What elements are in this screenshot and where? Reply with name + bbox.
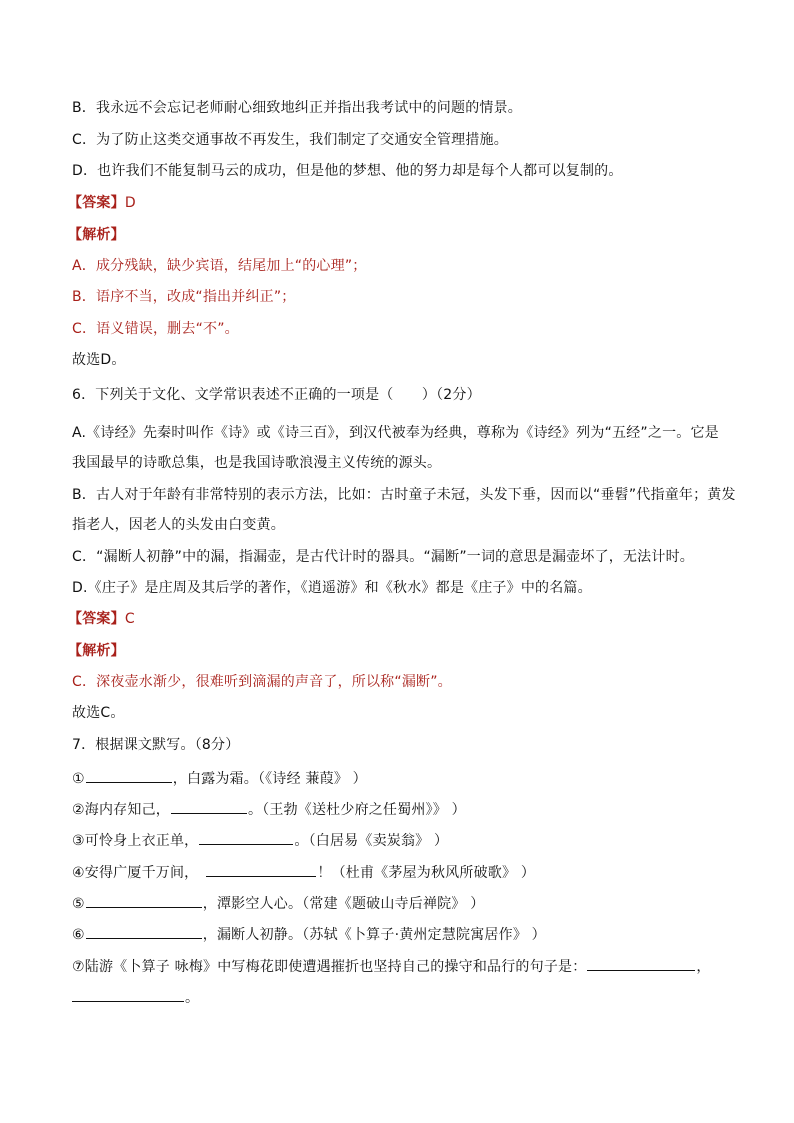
q6-stem: 6．下列关于文化、文学常识表述不正确的一项是（ ）（2分） xyxy=(72,387,481,403)
q5-analysis-c: C．语义错误，删去“不”。 xyxy=(72,321,239,337)
answer-blank[interactable] xyxy=(72,986,184,1002)
q5-conclusion: 故选D。 xyxy=(72,352,126,368)
answer-value: C xyxy=(124,611,135,627)
q7-item-4 xyxy=(72,861,732,883)
item-text-before: 安得广厦千万间， xyxy=(84,865,199,881)
q5-analysis-a: A．成分残缺，缺少宾语，结尾加上“的心理”； xyxy=(72,258,367,274)
answer-blank[interactable] xyxy=(587,955,695,971)
item-number: ⑥ xyxy=(72,927,85,943)
answer-blank[interactable] xyxy=(86,767,172,783)
item-text-before: 陆游《卜算子 咏梅》中写梅花即使遭遇摧折也坚持自己的操守和品行的句子是： xyxy=(84,959,587,975)
item-text-after: ！（杜甫《茅屋为秋风所破歌》 ） xyxy=(317,865,536,881)
answer-label: 【答案】 xyxy=(68,611,125,627)
q6-answer xyxy=(68,609,728,629)
q6-analysis: C．深夜壶水渐少，很难听到滴漏的声音了，所以称“漏断”。 xyxy=(72,674,452,690)
q7-item-6 xyxy=(72,923,732,945)
q6-option-b-line1: B．古人对于年龄有非常特别的表示方法，比如：古时童子未冠，头发下垂，因而以“垂髫”代指童年；黄发 xyxy=(72,487,736,503)
q6-option-c: C．“漏断人初静”中的漏，指漏壶，是古代计时的器具。“漏断”一词的意思是漏壶坏了，无法计时。 xyxy=(72,549,694,565)
answer-blank[interactable] xyxy=(171,798,247,814)
q5-option-d: D．也许我们不能复制马云的成功，但是他的梦想、他的努力却是每个人都可以复制的。 xyxy=(72,163,623,179)
item-text-after: ， xyxy=(696,959,711,975)
answer-blank[interactable] xyxy=(206,861,316,877)
q6-option-a-line2: 我国最早的诗歌总集，也是我国诗歌浪漫主义传统的源头。 xyxy=(72,455,442,471)
item-text-before: 可怜身上衣正单， xyxy=(84,833,199,849)
q7-item-3 xyxy=(72,829,732,851)
item-text-after: 。（王勃《送杜少府之任蜀州》》 ） xyxy=(247,802,466,818)
q6-option-b-line2: 指老人，因老人的头发由白变黄。 xyxy=(72,517,285,533)
q5-option-c: C．为了防止这类交通事故不再发生，我们制定了交通安全管理措施。 xyxy=(72,132,508,148)
item-text-after: ，潭影空人心。（常建《题破山寺后禅院》 ） xyxy=(202,896,485,912)
item-number: ④ xyxy=(72,865,85,881)
q5-answer xyxy=(68,193,728,213)
q6-option-a-line1: A.《诗经》先秦时叫作《诗》或《诗三百》，到汉代被奉为经典，尊称为《诗经》列为“五经”之一。它是 xyxy=(72,425,719,441)
q6-analysis-label: 【解析】 xyxy=(68,643,125,659)
q7-item-2 xyxy=(72,798,732,820)
q7-item-7 xyxy=(72,955,732,977)
answer-value: D xyxy=(124,195,136,211)
item-number: ⑤ xyxy=(72,896,85,912)
q7-item-1 xyxy=(72,767,732,789)
item-text-before: 海内存知己， xyxy=(84,802,170,818)
answer-label: 【答案】 xyxy=(68,195,125,211)
q5-option-b: B．我永远不会忘记老师耐心细致地纠正并指出我考试中的问题的情景。 xyxy=(72,100,523,116)
item-number: ③ xyxy=(72,833,85,849)
item-text-after: ，白露为霜。（《诗经 蒹葭》 ） xyxy=(172,771,367,787)
item-text-after: 。（白居易《卖炭翁》 ） xyxy=(294,833,449,849)
answer-blank[interactable] xyxy=(86,892,202,908)
answer-blank[interactable] xyxy=(86,923,202,939)
item-number: ⑦ xyxy=(72,959,85,975)
item-text-after: ，漏断人初静。（苏轼《卜算子·黄州定慧院寓居作》 ） xyxy=(202,927,546,943)
q6-conclusion: 故选C。 xyxy=(72,705,125,721)
q6-option-d: D.《庄子》是庄周及其后学的著作，《逍遥游》和《秋水》都是《庄子》中的名篇。 xyxy=(72,580,592,596)
q7-item-7-continued xyxy=(72,986,732,1008)
line-end: 。 xyxy=(185,990,200,1006)
item-number: ② xyxy=(72,802,85,818)
q7-item-5 xyxy=(72,892,732,914)
q5-analysis-b: B．语序不当，改成“指出并纠正”； xyxy=(72,289,296,305)
answer-blank[interactable] xyxy=(199,829,293,845)
q7-stem: 7．根据课文默写。（8分） xyxy=(72,737,240,753)
q5-analysis-label: 【解析】 xyxy=(68,227,125,243)
item-number: ① xyxy=(72,771,85,787)
